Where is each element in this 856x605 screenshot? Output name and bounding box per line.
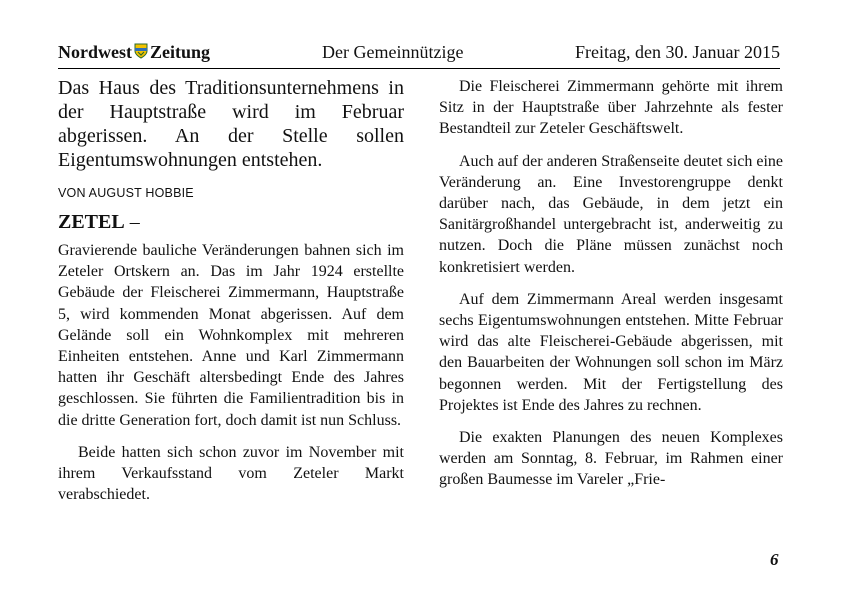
paragraph: Auch auf der anderen Straßenseite deutet sich eine Veränderung an. Eine Investorengruppe denkt darüber nach, das Gebäude, in dem jetzt ein Sanitärgroßhandel untergebracht ist, anderweitig zu nutzen. Doch die Pläne müssen zunächst noch konkretisiert werden. <box>439 152 783 276</box>
section-title: Der Gemeinnützige <box>322 42 464 62</box>
coat-of-arms-icon <box>134 43 148 59</box>
paragraph: Auf dem Zimmermann Areal werden insgesamt sechs Eigentumswohnungen entstehen. Mitte Februar wird das alte Fleischerei-Gebäude abgerissen, mit den Bauarbeiten der Wohnungen soll schon im März begonnen werden. Mit der Fertigstellung des Projektes ist Ende des Jahres zu rechnen. <box>439 290 783 414</box>
paragraph: Die Fleischerei Zimmermann gehörte mit ihrem Sitz in der Hauptstraße über Jahrzehnte als fester Bestandteil zur Zeteler Geschäftswelt. <box>439 78 783 138</box>
paragraph: Beide hatten sich schon zuvor im November mit ihrem Verkaufsstand vom Zeteler Markt verabschiedet. <box>58 443 404 504</box>
article-byline: VON AUGUST HOBBIE <box>58 186 194 200</box>
dateline-dash: – <box>124 211 140 233</box>
newspaper-brand <box>58 41 210 68</box>
article-dateline <box>58 210 404 234</box>
dateline-place: ZETEL <box>58 211 125 233</box>
brand-name-right: Zeitung <box>150 42 211 62</box>
brand-name-left: Nordwest <box>58 42 132 62</box>
paragraph: Die exakten Planungen des neuen Komplexes werden am Sonntag, 8. Februar, im Rahmen einer großen Baumesse im Vareler „Frie- <box>439 429 783 489</box>
issue-date: Freitag, den 30. Januar 2015 <box>575 42 780 62</box>
page-header <box>58 38 780 69</box>
column-right <box>439 76 783 502</box>
column-left <box>58 76 404 516</box>
paragraph: Gravierende bauliche Veränderungen bahnen sich im Zeteler Ortskern an. Das im Jahr 1924 erstellte Gebäude der Fleischerei Zimmermann, Hauptstraße 5, wird kommenden Monat abgerissen. Auf dem Gelände soll ein Wohnkomplex mit mehreren Einheiten entstehen. Anne und Karl Zimmermann hatten ihr Geschäft altersbedingt Ende des Jahres geschlossen. Sie führten die Familientradition bis in die dritte Generation fort, doch damit ist nun Schluss. <box>58 242 404 429</box>
article-lead: Das Haus des Traditionsunternehmens in der Hauptstraße wird im Februar abgerissen. An der Stelle sollen Eigentumswohnungen entstehen. <box>58 77 404 171</box>
page-number: 6 <box>770 550 779 569</box>
